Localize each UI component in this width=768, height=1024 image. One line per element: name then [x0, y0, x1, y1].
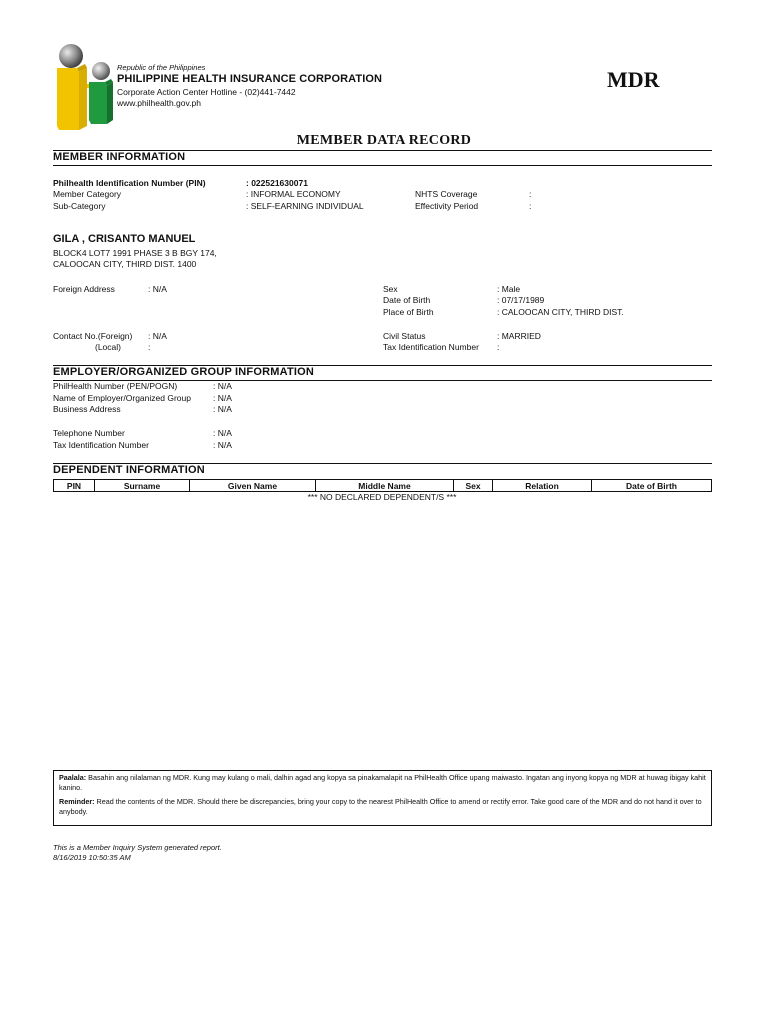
employer-name-value: : N/A [213, 393, 232, 403]
foreign-address-value: : N/A [148, 284, 167, 294]
address-line-1: BLOCK4 LOT7 1991 PHASE 3 B BGY 174, [53, 248, 217, 258]
column-header-relation: Relation [493, 480, 592, 492]
effectivity-value: : [529, 201, 532, 211]
effectivity-label: Effectivity Period [415, 201, 479, 211]
dependent-table-header-row [54, 480, 712, 492]
business-address-value: : N/A [213, 404, 232, 414]
dependent-section-title: DEPENDENT INFORMATION [53, 464, 205, 476]
pin-label: Philhealth Identification Number (PIN) [53, 178, 206, 188]
form-code: MDR [607, 67, 660, 92]
philhealth-logo [55, 44, 117, 132]
paalala-text: Basahin ang nilalaman ng MDR. Kung may kulang o mali, dalhin agad ang kopya sa pinakamalapit na PhilHealth Office upang maiwasto. Ingatan ang inyong kopya ng MDR at huwag ibigay kahit kanino. [59, 773, 706, 792]
dependent-table [53, 479, 712, 492]
member-section-title: MEMBER INFORMATION [53, 151, 186, 163]
reminder-paragraph [59, 797, 706, 816]
tin-label: Tax Identification Number [383, 342, 479, 352]
nhts-value: : [529, 189, 532, 199]
employer-tin-label: Tax Identification Number [53, 440, 149, 450]
telephone-label: Telephone Number [53, 428, 125, 438]
generated-timestamp: 8/16/2019 10:50:35 AM [53, 853, 131, 862]
sex-label: Sex [383, 284, 398, 294]
column-header-middle-name: Middle Name [316, 480, 454, 492]
website-text: www.philhealth.gov.ph [117, 98, 201, 108]
member-category-value: : INFORMAL ECONOMY [246, 189, 341, 199]
reminder-text: Read the contents of the MDR. Should there be discrepancies, bring your copy to the nearest PhilHealth Office to amend or rectify error. Take good care of the MDR and do not hand it over to anybody. [59, 797, 702, 816]
pob-label: Place of Birth [383, 307, 434, 317]
dob-label: Date of Birth [383, 295, 431, 305]
column-header-date-of-birth: Date of Birth [592, 480, 712, 492]
paalala-paragraph [59, 773, 706, 792]
corporation-name: PHILIPPINE HEALTH INSURANCE CORPORATION [117, 73, 383, 85]
foreign-address-label: Foreign Address [53, 284, 115, 294]
sub-category-value: : SELF-EARNING INDIVIDUAL [246, 201, 364, 211]
sex-value: : Male [497, 284, 521, 294]
document-title: MEMBER DATA RECORD [296, 133, 472, 148]
column-header-sex: Sex [454, 480, 493, 492]
notice-box [53, 770, 712, 826]
column-header-pin: PIN [54, 480, 95, 492]
reminder-label: Reminder: [59, 797, 95, 806]
dob-value: : 07/17/1989 [497, 295, 545, 305]
column-header-given-name: Given Name [190, 480, 316, 492]
contact-local-label: (Local) [95, 342, 121, 352]
paalala-label: Paalala: [59, 773, 87, 782]
contact-local-value: : [148, 342, 151, 352]
nhts-label: NHTS Coverage [415, 189, 478, 199]
address-line-2: CALOOCAN CITY, THIRD DIST. 1400 [53, 259, 197, 269]
employer-name-label: Name of Employer/Organized Group [53, 393, 191, 403]
employer-tin-value: : N/A [213, 440, 232, 450]
member-name: GILA , CRISANTO MANUEL [53, 233, 196, 245]
contact-foreign-value: : N/A [148, 331, 167, 341]
column-header-surname: Surname [95, 480, 190, 492]
pob-value: : CALOOCAN CITY, THIRD DIST. [497, 307, 624, 317]
member-section-bottom-rule [53, 165, 712, 166]
telephone-value: : N/A [213, 428, 232, 438]
pin-value: : 022521630071 [246, 178, 308, 188]
republic-label: Republic of the Philippines [117, 63, 206, 72]
pen-label: PhilHealth Number (PEN/POGN) [53, 381, 178, 391]
pen-value: : N/A [213, 381, 232, 391]
tin-value: : [497, 342, 500, 352]
civil-status-label: Civil Status [383, 331, 426, 341]
employer-section-title: EMPLOYER/ORGANIZED GROUP INFORMATION [53, 366, 315, 378]
generated-note: This is a Member Inquiry System generated report. [53, 843, 222, 852]
civil-status-value: : MARRIED [497, 331, 541, 341]
sub-category-label: Sub-Category [53, 201, 106, 211]
contact-foreign-label: Contact No.(Foreign) [53, 331, 133, 341]
business-address-label: Business Address [53, 404, 121, 414]
member-category-label: Member Category [53, 189, 122, 199]
hotline-text: Corporate Action Center Hotline - (02)441-7442 [117, 87, 296, 97]
no-dependents-message: *** NO DECLARED DEPENDENT/S *** [307, 492, 457, 502]
